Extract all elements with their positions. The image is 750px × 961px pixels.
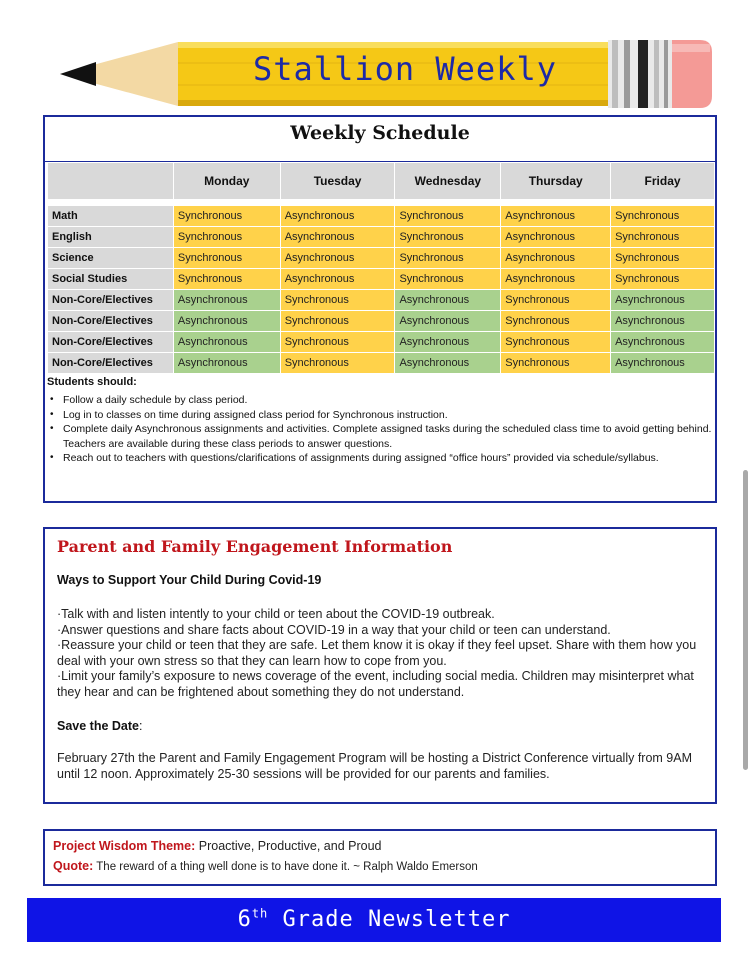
wisdom-theme-label: Project Wisdom Theme: [53, 839, 196, 853]
subject-cell: Math [48, 206, 174, 227]
rule-item: • Follow a daily schedule by class period. [63, 393, 729, 408]
schedule-cell: Synchronous [611, 248, 715, 269]
schedule-cell: Synchronous [280, 290, 395, 311]
schedule-row [48, 227, 715, 248]
schedule-cell: Synchronous [611, 206, 715, 227]
schedule-cell: Synchronous [280, 332, 395, 353]
project-wisdom-box [43, 829, 717, 886]
tip-item: ·Answer questions and share facts about COVID-19 in a way that your child or teen can understand. [57, 622, 611, 637]
schedule-row [48, 311, 715, 332]
schedule-cell: Synchronous [280, 353, 395, 374]
day-header: Friday [611, 163, 715, 199]
schedule-cell: Asynchronous [173, 311, 280, 332]
schedule-cell: Synchronous [173, 269, 280, 290]
schedule-cell: Synchronous [280, 311, 395, 332]
schedule-cell: Synchronous [395, 248, 501, 269]
grade-number: 6 [237, 907, 252, 932]
parent-engagement-box [43, 527, 717, 804]
newsletter-title: Stallion Weekly [253, 50, 557, 88]
subject-cell: Social Studies [48, 269, 174, 290]
schedule-cell: Asynchronous [395, 290, 501, 311]
schedule-row [48, 290, 715, 311]
wisdom-theme-value: Proactive, Productive, and Proud [195, 839, 382, 853]
schedule-cell: Synchronous [611, 227, 715, 248]
subject-cell: Non-Core/Electives [48, 332, 174, 353]
wisdom-theme-line [53, 839, 382, 853]
parent-engagement-title: Parent and Family Engagement Information [57, 537, 453, 556]
schedule-cell: Asynchronous [395, 353, 501, 374]
day-header: Tuesday [280, 163, 395, 199]
wisdom-quote-label: Quote: [53, 859, 94, 873]
students-should-label: Students should: [47, 376, 137, 388]
covid-support-heading: Ways to Support Your Child During Covid-19 [57, 573, 322, 587]
schedule-cell: Synchronous [173, 248, 280, 269]
schedule-table [47, 163, 715, 374]
schedule-cell: Synchronous [173, 227, 280, 248]
schedule-cell: Asynchronous [395, 311, 501, 332]
schedule-cell: Asynchronous [501, 269, 611, 290]
schedule-cell: Synchronous [395, 269, 501, 290]
tip-item: ·Talk with and listen intently to your child or teen about the COVID-19 outbreak. [57, 607, 495, 621]
schedule-cell: Asynchronous [611, 353, 715, 374]
schedule-cell: Asynchronous [611, 332, 715, 353]
subject-cell: Non-Core/Electives [48, 311, 174, 332]
schedule-cell: Asynchronous [280, 227, 395, 248]
schedule-row [48, 206, 715, 227]
grade-newsletter-banner [27, 898, 721, 942]
schedule-cell: Asynchronous [501, 206, 611, 227]
rule-item: • Complete daily Asynchronous assignments and activities. Complete assigned tasks during the scheduled class time to avoid getting behind. Teachers are available during these class periods to answer questions. [63, 422, 729, 451]
schedule-divider [45, 161, 715, 162]
schedule-cell: Asynchronous [280, 269, 395, 290]
schedule-cell: Synchronous [395, 206, 501, 227]
schedule-row [48, 269, 715, 290]
rule-item: • Reach out to teachers with questions/clarifications of assignments during assigned “office hours” provided via schedule/syllabus. [63, 451, 729, 466]
schedule-cell: Asynchronous [501, 227, 611, 248]
day-header: Monday [173, 163, 280, 199]
schedule-cell: Synchronous [611, 269, 715, 290]
save-the-date-label: Save the Date [57, 719, 139, 733]
wisdom-quote-line [53, 859, 478, 873]
subject-cell: Science [48, 248, 174, 269]
tip-item: ·Limit your family’s exposure to news coverage of the event, including social media. Children may misinterpret what they hear and can be frightened about something they do not understand. [57, 669, 694, 699]
schedule-cell: Asynchronous [173, 353, 280, 374]
day-header: Thursday [501, 163, 611, 199]
grade-newsletter-label: Grade Newsletter [268, 907, 511, 932]
schedule-cell: Synchronous [501, 332, 611, 353]
tip-item: ·Reassure your child or teen that they are safe. Let them know it is okay if they feel upset. Share with them how you deal with your own stress so that they can learn how to cope from you. [57, 638, 697, 668]
schedule-cell: Asynchronous [280, 248, 395, 269]
schedule-cell: Synchronous [395, 227, 501, 248]
save-the-date-heading [57, 719, 142, 733]
student-rules-list [47, 393, 729, 466]
schedule-cell: Asynchronous [501, 248, 611, 269]
wisdom-quote-value: The reward of a thing well done is to have done it. ~ Ralph Waldo Emerson [93, 861, 478, 873]
rule-item: • Log in to classes on time during assigned class period for Synchronous instruction. [63, 408, 729, 423]
subject-cell: Non-Core/Electives [48, 353, 174, 374]
page-scrollbar[interactable] [743, 470, 748, 770]
schedule-row [48, 353, 715, 374]
weekly-schedule-box [43, 115, 717, 503]
schedule-cell: Asynchronous [173, 290, 280, 311]
schedule-cell: Asynchronous [611, 290, 715, 311]
save-the-date-body: February 27th the Parent and Family Engagement Program will be hosting a District Conference virtually from 9AM until 12 noon. Approximately 25-30 sessions will be provided for our parents and families. [57, 751, 693, 781]
schedule-cell: Asynchronous [611, 311, 715, 332]
schedule-cell: Asynchronous [395, 332, 501, 353]
schedule-cell: Asynchronous [173, 332, 280, 353]
covid-tips [57, 607, 713, 700]
schedule-cell: Synchronous [173, 206, 280, 227]
grade-newsletter-text [238, 907, 511, 932]
day-header: Wednesday [395, 163, 501, 199]
grade-suffix: th [251, 906, 269, 921]
schedule-row [48, 248, 715, 269]
schedule-cell: Synchronous [501, 311, 611, 332]
schedule-cell: Synchronous [501, 353, 611, 374]
save-the-date-colon: : [138, 719, 143, 733]
schedule-header-row [48, 163, 715, 199]
header-blank-cell [48, 163, 174, 199]
schedule-cell: Asynchronous [280, 206, 395, 227]
schedule-row [48, 332, 715, 353]
subject-cell: English [48, 227, 174, 248]
schedule-title: Weekly Schedule [290, 122, 470, 144]
schedule-cell: Synchronous [501, 290, 611, 311]
subject-cell: Non-Core/Electives [48, 290, 174, 311]
